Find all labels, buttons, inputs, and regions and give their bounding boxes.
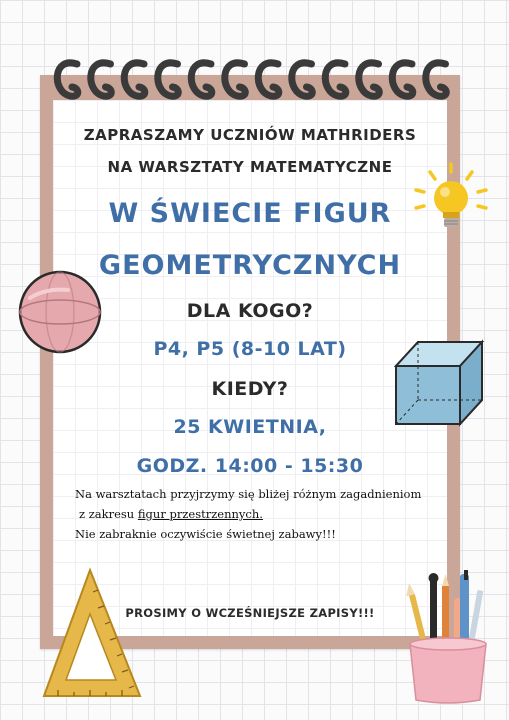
- when-label: KIEDY?: [211, 378, 289, 400]
- invite-line-2: NA WARSZTATY MATEMATYCZNE: [107, 158, 393, 176]
- spiral-ring: [292, 63, 313, 96]
- notebook-page: [53, 100, 447, 636]
- pencil-cup-icon: [402, 566, 494, 706]
- footer-note: PROSIMY O WCZEŚNIEJSZE ZAPISY!!!: [125, 606, 375, 620]
- light-bulb-icon: [410, 160, 492, 240]
- spiral-ring: [258, 63, 279, 96]
- title-line-2: GEOMETRYCZNYCH: [98, 250, 402, 281]
- description-line-1: Na warsztatach przyjrzymy się bliżej różnym zagadnieniom: [75, 487, 422, 501]
- cube-icon: [392, 338, 488, 430]
- spiral-ring: [426, 63, 447, 96]
- title-line-1: W ŚWIECIE FIGUR: [108, 198, 392, 229]
- description-line-3: Nie zabraknie oczywiście świetnej zabawy!!!: [75, 527, 336, 541]
- spiral-ring: [325, 63, 346, 96]
- sphere-icon: [16, 268, 104, 356]
- spiral-ring: [124, 63, 145, 96]
- spiral-ring: [191, 63, 212, 96]
- notebook-spiral-icon: [48, 52, 458, 122]
- spiral-ring: [392, 63, 413, 96]
- description-line-2: [79, 507, 439, 521]
- description-link: figur przestrzennych.: [137, 507, 263, 521]
- spiral-ring: [91, 63, 112, 96]
- invite-line-1: ZAPRASZAMY UCZNIÓW MATHRIDERS: [83, 126, 417, 144]
- triangle-ruler-icon: [38, 566, 144, 702]
- time-value: GODZ. 14:00 - 15:30: [136, 455, 364, 477]
- date-value: 25 KWIETNIA,: [173, 416, 327, 438]
- spiral-ring: [359, 63, 380, 96]
- description-line-2-prefix: z zakresu: [79, 507, 135, 521]
- who-value: P4, P5 (8-10 LAT): [153, 338, 347, 360]
- spiral-ring: [57, 63, 78, 96]
- spiral-ring: [225, 63, 246, 96]
- spiral-ring: [158, 63, 179, 96]
- who-label: DLA KOGO?: [186, 300, 314, 322]
